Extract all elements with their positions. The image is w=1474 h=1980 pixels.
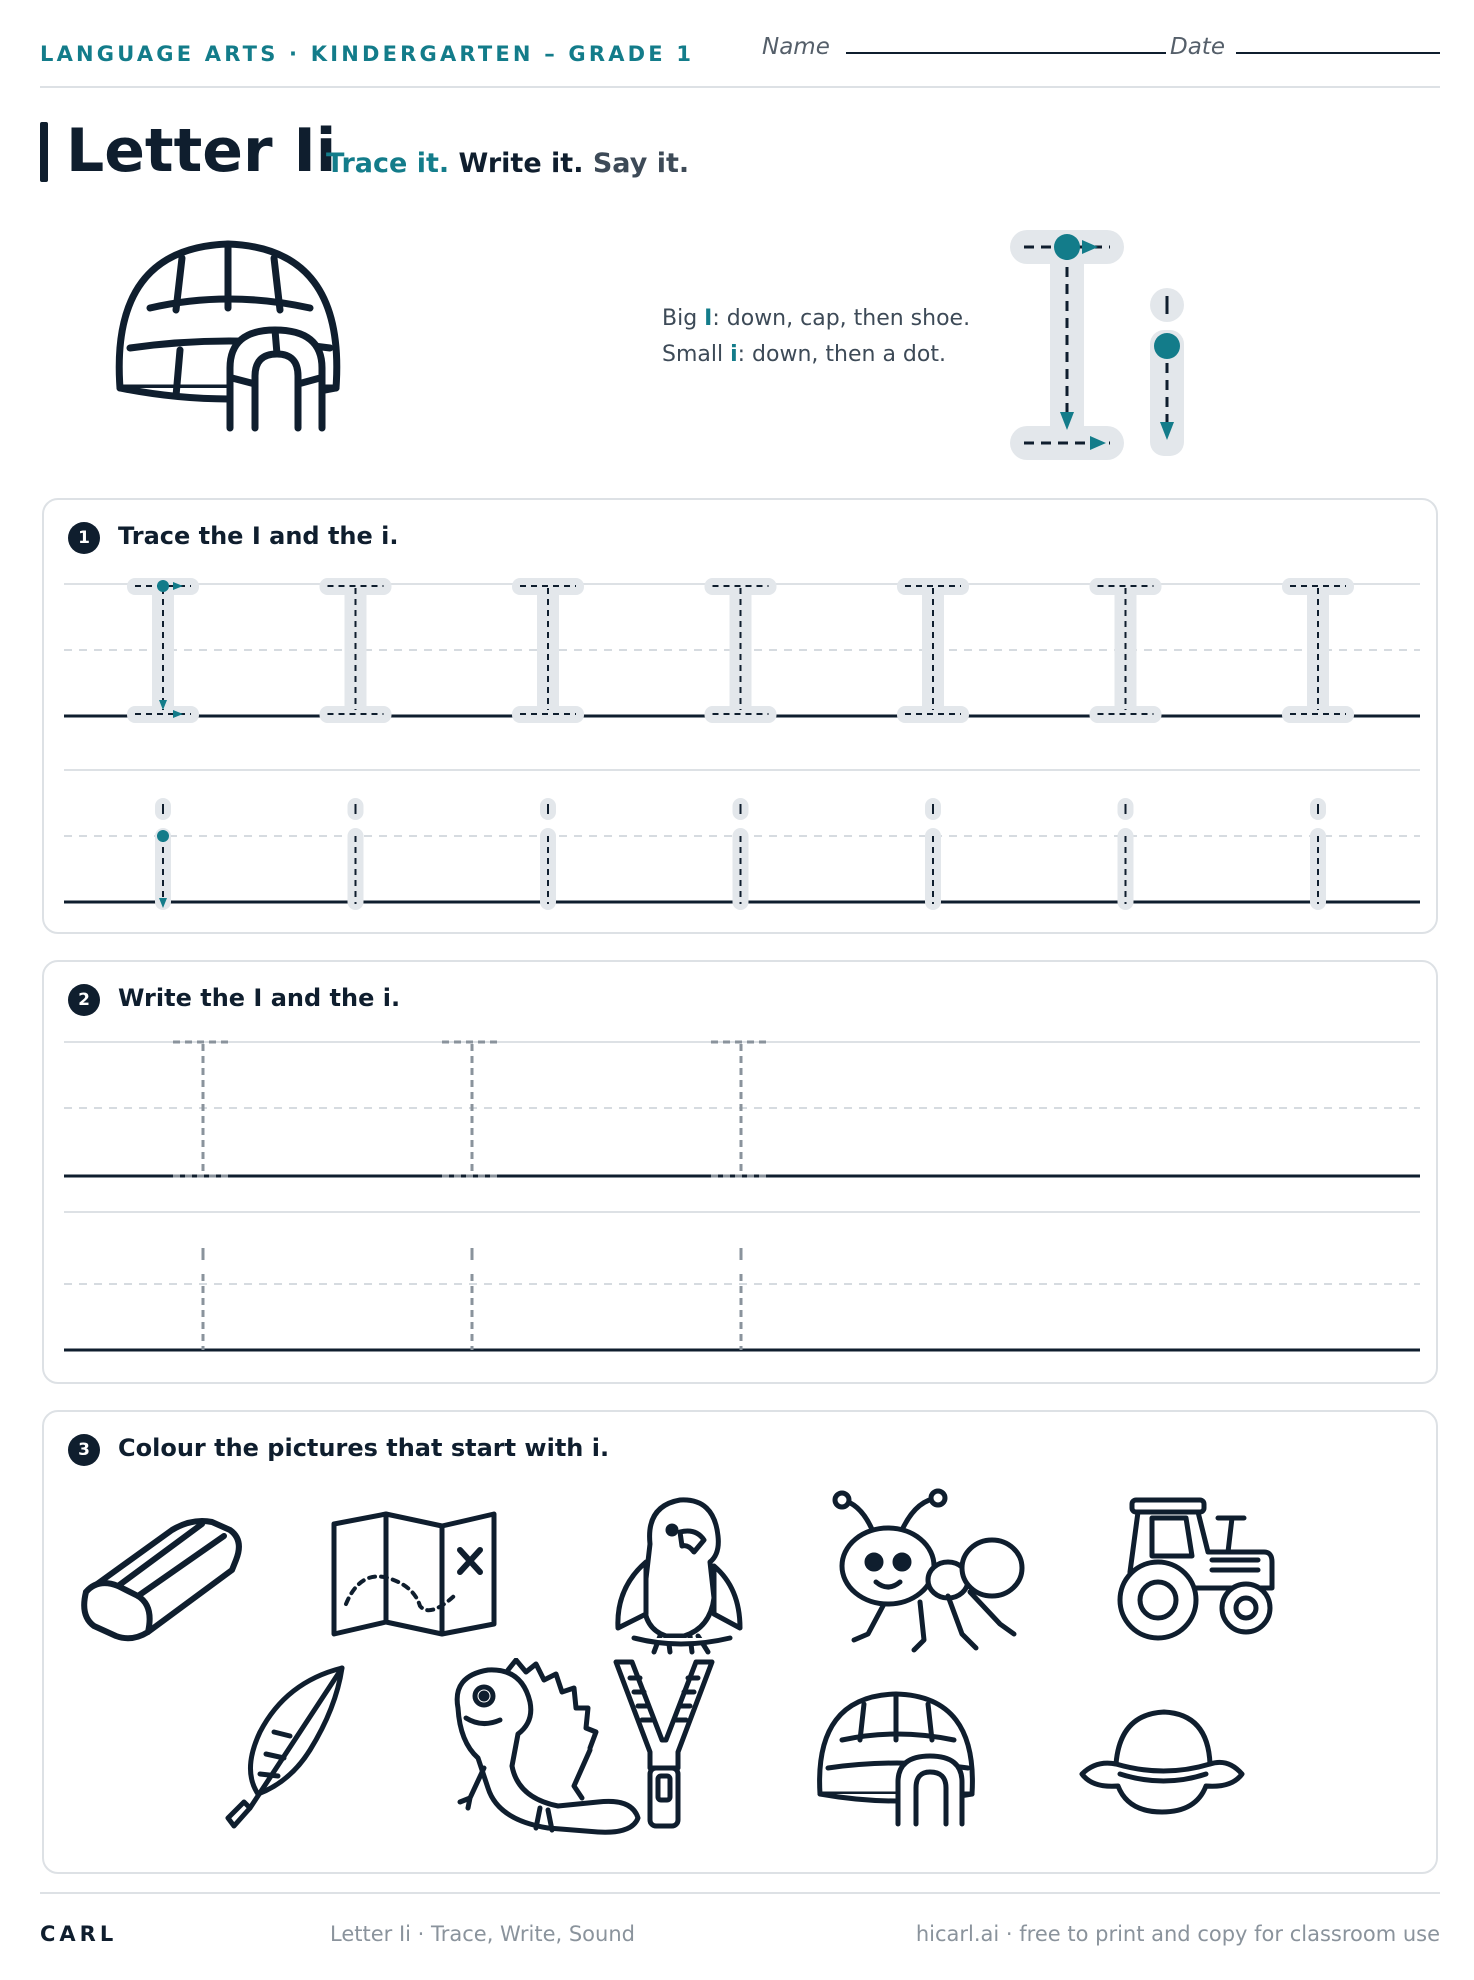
map-icon[interactable] — [330, 1510, 500, 1638]
step-number: 1 — [68, 522, 100, 554]
instr-part: . — [390, 984, 401, 1012]
zipper-icon[interactable] — [604, 1658, 724, 1834]
hint-small — [662, 342, 946, 367]
page-title: Letter Ii — [66, 116, 337, 186]
title-accent-bar — [40, 122, 48, 182]
trace-section — [42, 498, 1438, 934]
trace-writing-lines[interactable] — [44, 500, 1440, 936]
igloo-icon[interactable] — [814, 1690, 986, 1830]
hint-big-rest: : down, cap, then shoe. — [712, 306, 971, 331]
name-label: Name — [762, 34, 830, 60]
footer-site: hicarl.ai · free to print and copy for classroom use — [915, 1922, 1440, 1946]
tag-trace: Trace it. — [326, 148, 450, 179]
footer-title: Letter Ii · Trace, Write, Sound — [330, 1922, 635, 1946]
step-number: 3 — [68, 1434, 100, 1466]
instr-part: . — [389, 522, 399, 550]
eraser-icon[interactable] — [72, 1500, 248, 1650]
igloo-hero-icon — [110, 238, 360, 438]
step-number: 2 — [68, 984, 100, 1016]
tag-write: Write it. — [458, 148, 584, 179]
tagline — [326, 148, 689, 179]
instr-part: Colour the pictures that start with — [118, 1434, 592, 1462]
instr-part: Trace the — [118, 522, 252, 550]
name-line[interactable] — [846, 52, 1166, 54]
instr-part: . — [599, 1434, 610, 1462]
footer-divider — [40, 1892, 1440, 1894]
instr-part: and the — [260, 522, 382, 550]
step-instruction — [118, 1434, 609, 1462]
subject-label: LANGUAGE ARTS · KINDERGARTEN – GRADE 1 — [40, 42, 695, 66]
footer-brand: CARL — [40, 1922, 118, 1946]
instr-part: Write the — [118, 984, 254, 1012]
hat-icon[interactable] — [1076, 1704, 1248, 1820]
instr-letter: I — [251, 522, 261, 550]
eagle-icon[interactable] — [610, 1488, 748, 1658]
stroke-demo-letters — [1000, 226, 1220, 466]
tag-say: Say it. — [592, 148, 690, 179]
hint-big-prefix: Big — [662, 306, 705, 331]
hint-small-rest: : down, then a dot. — [737, 342, 946, 367]
hint-big — [662, 306, 970, 331]
instr-part: and the — [262, 984, 383, 1012]
instr-letter: I — [253, 984, 263, 1012]
colour-section — [42, 1410, 1438, 1874]
ant-icon[interactable] — [830, 1484, 1026, 1660]
big-I-demo — [1010, 230, 1124, 460]
date-label: Date — [1170, 34, 1225, 60]
date-line[interactable] — [1236, 52, 1440, 54]
start-dot — [157, 580, 169, 592]
small-i-demo — [1150, 288, 1184, 456]
hint-big-letter: I — [704, 306, 713, 331]
hint-small-prefix: Small — [662, 342, 731, 367]
hint-small-letter: i — [730, 342, 738, 367]
instr-letter: i — [382, 984, 391, 1012]
write-section — [42, 960, 1438, 1384]
instr-letter: i — [591, 1434, 600, 1462]
feather-icon[interactable] — [220, 1662, 350, 1832]
write-writing-lines[interactable] — [44, 962, 1440, 1386]
start-dot — [157, 830, 169, 842]
instr-letter: i — [381, 522, 390, 550]
page-header — [40, 34, 1440, 88]
tractor-icon[interactable] — [1108, 1492, 1282, 1642]
